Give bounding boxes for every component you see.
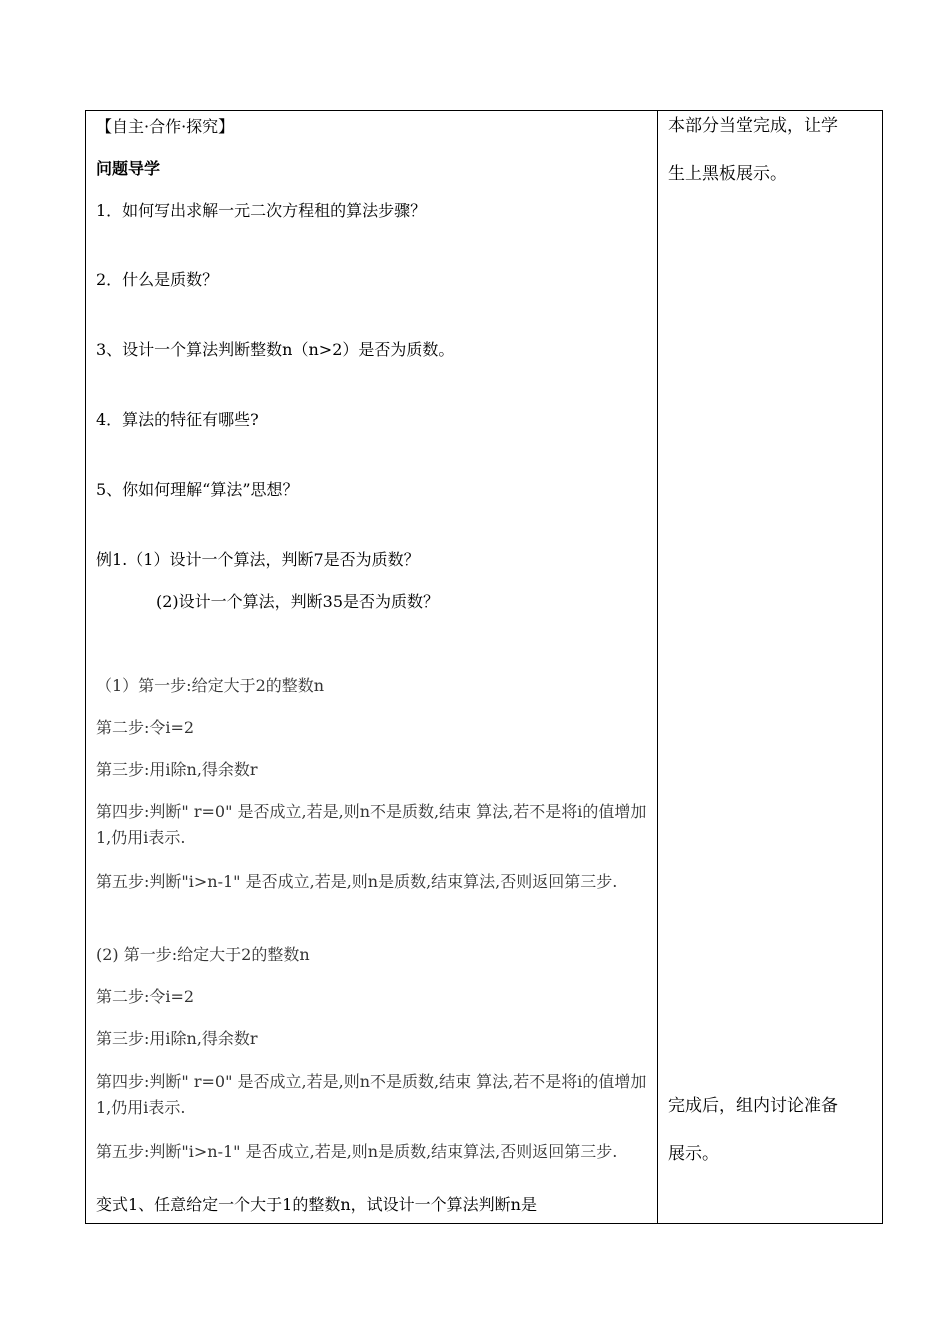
note2-line2: 展示。 <box>668 1144 719 1164</box>
part1-step4: 第四步:判断" r=0" 是否成立,若是,则n不是质数,结束 算法,若不是将i的值增加1,仍用i表示. <box>96 802 647 847</box>
question-1: 1．如何写出求解一元二次方程租的算法步骤？ <box>96 201 427 220</box>
example-line-2: (2)设计一个算法，判断35是否为质数？ <box>156 592 440 611</box>
question-4: 4．算法的特征有哪些? <box>96 410 259 429</box>
subheading: 问题导学 <box>96 159 161 178</box>
part2-step1: (2) 第一步:给定大于2的整数n <box>96 945 310 964</box>
part2-step4: 第四步:判断" r=0" 是否成立,若是,则n不是质数,结束 算法,若不是将i的值增加1,仍用i表示. <box>96 1072 647 1117</box>
part2-step3: 第三步:用i除n,得余数r <box>96 1029 258 1048</box>
note1-line2: 生上黑板展示。 <box>668 164 787 184</box>
question-2: 2．什么是质数？ <box>96 270 219 289</box>
example-line-1: 例1.（1）设计一个算法，判断7是否为质数？ <box>96 550 420 569</box>
question-3: 3、设计一个算法判断整数n（n>2）是否为质数。 <box>96 340 455 359</box>
main-column <box>96 111 648 1223</box>
part1-step2: 第二步:令i=2 <box>96 718 195 737</box>
side-notes-column <box>668 111 878 1223</box>
column-divider <box>657 111 658 1223</box>
part1-step5: 第五步:判断"i>n-1" 是否成立,若是,则n是质数,结束算法,否则返回第三步. <box>96 872 618 891</box>
note2-line1: 完成后，组内讨论准备 <box>668 1096 838 1116</box>
worksheet-table <box>85 110 883 1224</box>
part1-step3: 第三步:用i除n,得余数r <box>96 760 258 779</box>
part2-step2: 第二步:令i=2 <box>96 987 195 1006</box>
variant-question: 变式1、任意给定一个大于1的整数n，试设计一个算法判断n是 <box>96 1195 537 1214</box>
part1-step1: （1）第一步:给定大于2的整数n <box>96 676 325 695</box>
section-title: 【自主·合作·探究】 <box>96 117 235 136</box>
question-5: 5、你如何理解“算法”思想？ <box>96 480 299 499</box>
note1-line1: 本部分当堂完成，让学 <box>668 116 838 136</box>
part2-step5: 第五步:判断"i>n-1" 是否成立,若是,则n是质数,结束算法,否则返回第三步. <box>96 1142 618 1161</box>
